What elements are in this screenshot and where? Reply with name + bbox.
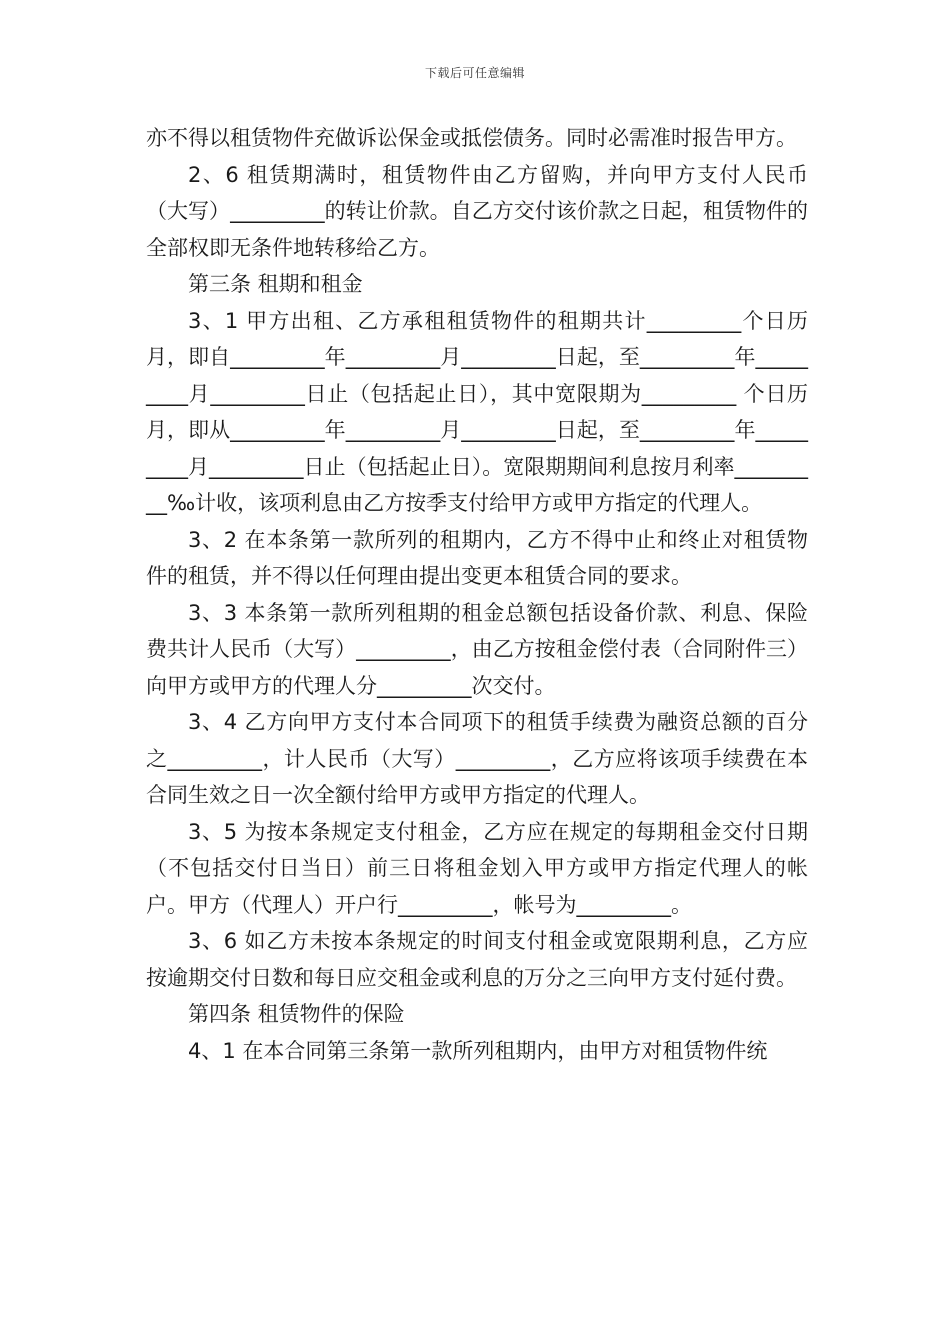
page-header: 下载后可任意编辑 <box>424 66 525 80</box>
paragraph-clause-3-2: 3、2 在本条第一款所列的租期内，乙方不得中止和终止对租赁物件的租赁，并不得以任何理由提出变更本租赁合同的要求。 <box>146 527 808 588</box>
paragraph-clause-3-5: 3、5 为按本条规定支付租金，乙方应在规定的每期租金交付日期（不包括交付日当日）前三日将租金划入甲方或甲方指定代理人的帐户。甲方（代理人）开户行_________，帐号为_________。 <box>146 819 808 917</box>
document-body <box>146 120 808 1069</box>
paragraph-continuation: 亦不得以租赁物件充做诉讼保金或抵偿债务。同时必需准时报告甲方。 <box>146 126 797 150</box>
paragraph-clause-3-3: 3、3 本条第一款所列租期的租金总额包括设备价款、利息、保险费共计人民币（大写）_________，由乙方按租金偿付表（合同附件三）向甲方或甲方的代理人分_________次交付。 <box>146 600 808 698</box>
paragraph-clause-3-6: 3、6 如乙方未按本条规定的时间支付租金或宽限期利息，乙方应按逾期交付日数和每日应交租金或利息的万分之三向甲方支付延付费。 <box>146 929 808 990</box>
paragraph-clause-4-1: 4、1 在本合同第三条第一款所列租期内，由甲方对租赁物件统 <box>188 1038 768 1063</box>
paragraph-clause-2-6: 2、6 租赁期满时，租赁物件由乙方留购，并向甲方支付人民币（大写）_________的转让价款。自乙方交付该价款之日起，租赁物件的全部权即无条件地转移给乙方。 <box>146 162 808 260</box>
paragraph-clause-3-1: 3、1 甲方出租、乙方承租租赁物件的租期共计_________个日历月，即自_________年_________月_________日起，至_________年_________月_________日止（包括起止日），其中宽限期为_________ 个日历月，即从_________年_________月_________日起，至_________年_________月_________日止（包括起止日）。宽限期期间利息按月利率_________‰计收，该项利息由乙方按季支付给甲方或甲方指定的代理人。 <box>146 308 808 515</box>
section-heading-article-4: 第四条 租赁物件的保险 <box>188 1002 405 1026</box>
paragraph-clause-3-4: 3、4 乙方向甲方支付本合同项下的租赁手续费为融资总额的百分之_________，计人民币（大写）_________，乙方应将该项手续费在本合同生效之日一次全额付给甲方或甲方指定的代理人。 <box>146 710 808 807</box>
section-heading-article-3: 第三条 租期和租金 <box>188 272 363 296</box>
